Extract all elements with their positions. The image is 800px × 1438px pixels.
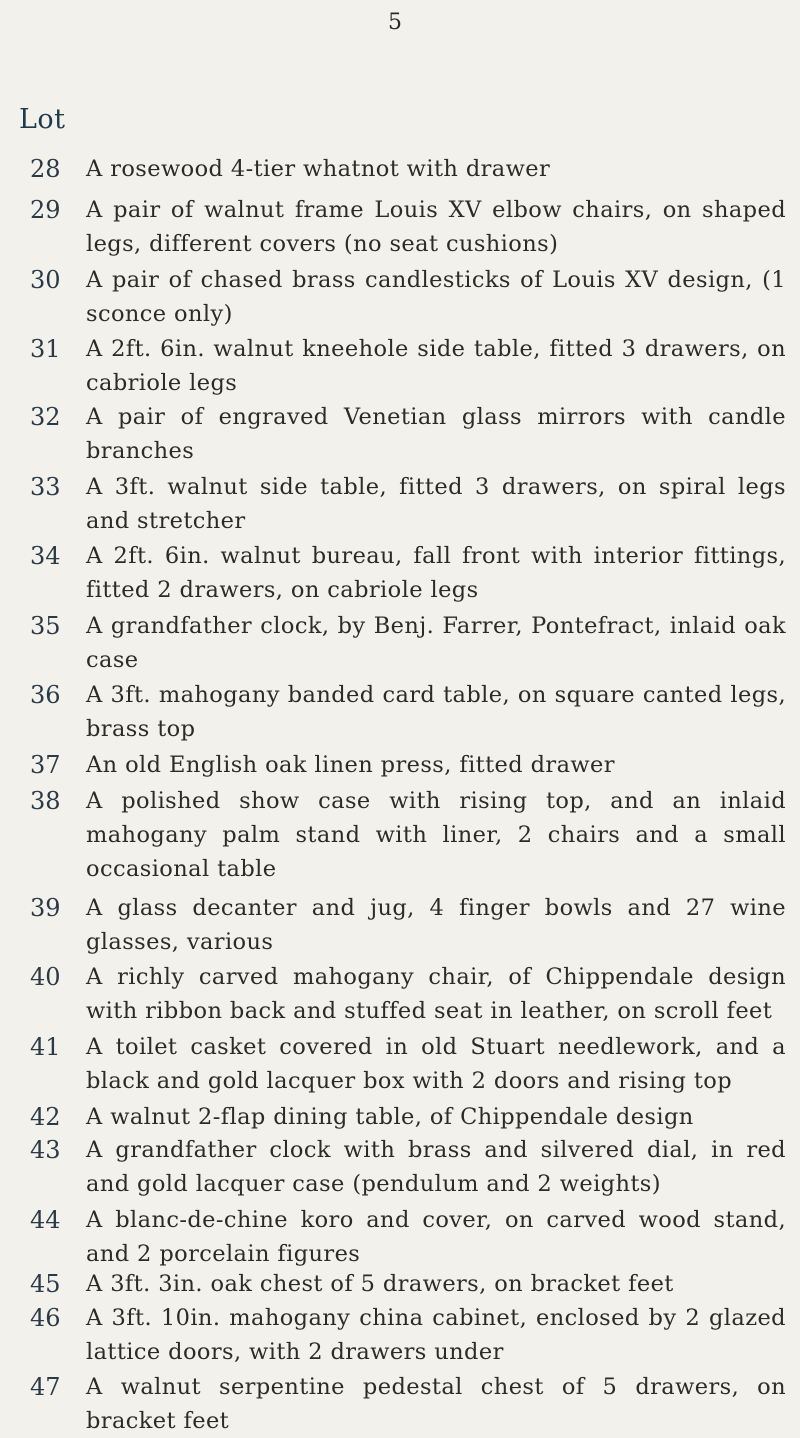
lot-number: 34 (30, 542, 61, 571)
lot-description: A pair of chased brass candlesticks of Louis XV design, (1 sconce only) (86, 266, 786, 327)
lot-description: A 3ft. 10in. mahogany china cabinet, enclosed by 2 glazed lattice doors, with 2 drawers under (86, 1304, 786, 1365)
lot-number: 36 (30, 681, 61, 710)
lot-description: A pair of walnut frame Louis XV elbow chairs, on shaped legs, different covers (no seat cushions) (86, 197, 786, 258)
lot-description: A pair of engraved Venetian glass mirrors with candle branches (86, 404, 786, 465)
lot-description: A 3ft. 3in. oak chest of 5 drawers, on bracket feet (86, 1270, 674, 1297)
lot-number: 39 (30, 893, 61, 922)
lot-description: A richly carved mahogany chair, of Chippendale design with ribbon back and stuffed seat in leather, on scroll feet (86, 964, 786, 1025)
lot-column-heading: Lot (19, 104, 66, 135)
lot-number: 28 (30, 155, 61, 183)
lot-number: 38 (30, 786, 61, 815)
lot-description: A walnut 2-flap dining table, of Chippendale design (86, 1103, 694, 1130)
lot-description: A 3ft. mahogany banded card table, on square canted legs, brass top (86, 682, 786, 743)
lot-number: 37 (30, 750, 61, 779)
lot-description: A walnut serpentine pedestal chest of 5 drawers, on bracket feet (86, 1374, 786, 1435)
lot-number: 47 (30, 1373, 61, 1402)
lot-number: 40 (30, 963, 61, 992)
lot-description: An old English oak linen press, fitted drawer (86, 751, 615, 778)
lot-number: 41 (30, 1032, 61, 1061)
lot-description: A grandfather clock, by Benj. Farrer, Pontefract, inlaid oak case (86, 612, 786, 673)
lot-number: 31 (30, 335, 61, 364)
lot-description: A 2ft. 6in. walnut bureau, fall front with interior fittings, fitted 2 drawers, on cabriole legs (86, 543, 786, 604)
lot-description: A 3ft. walnut side table, fitted 3 drawers, on spiral legs and stretcher (86, 473, 786, 534)
lot-description: A 2ft. 6in. walnut kneehole side table, fitted 3 drawers, on cabriole legs (86, 336, 786, 397)
lot-number: 35 (30, 611, 61, 640)
lot-number: 29 (30, 196, 61, 225)
lot-description: A toilet casket covered in old Stuart needlework, and a black and gold lacquer box with 2 doors and rising top (86, 1033, 786, 1094)
lot-number: 42 (30, 1102, 61, 1131)
lot-number: 32 (30, 403, 61, 432)
lot-description: A grandfather clock with brass and silvered dial, in red and gold lacquer case (pendulum and 2 weights) (86, 1137, 786, 1198)
lot-number: 45 (30, 1269, 61, 1298)
page-number: 5 (388, 10, 402, 35)
lot-number: 44 (30, 1205, 61, 1234)
lot-description: A glass decanter and jug, 4 finger bowls and 27 wine glasses, various (86, 894, 786, 955)
lot-description: A blanc-de-chine koro and cover, on carved wood stand, and 2 porcelain figures (86, 1206, 786, 1267)
lot-number: 46 (30, 1303, 61, 1332)
lot-number: 30 (30, 265, 61, 294)
lot-description: A rosewood 4-tier whatnot with drawer (86, 156, 551, 182)
lot-number: 33 (30, 472, 61, 501)
lot-number: 43 (30, 1136, 61, 1165)
lot-description: A polished show case with rising top, and an inlaid mahogany palm stand with liner, 2 chairs and a small occasional table (86, 787, 786, 882)
